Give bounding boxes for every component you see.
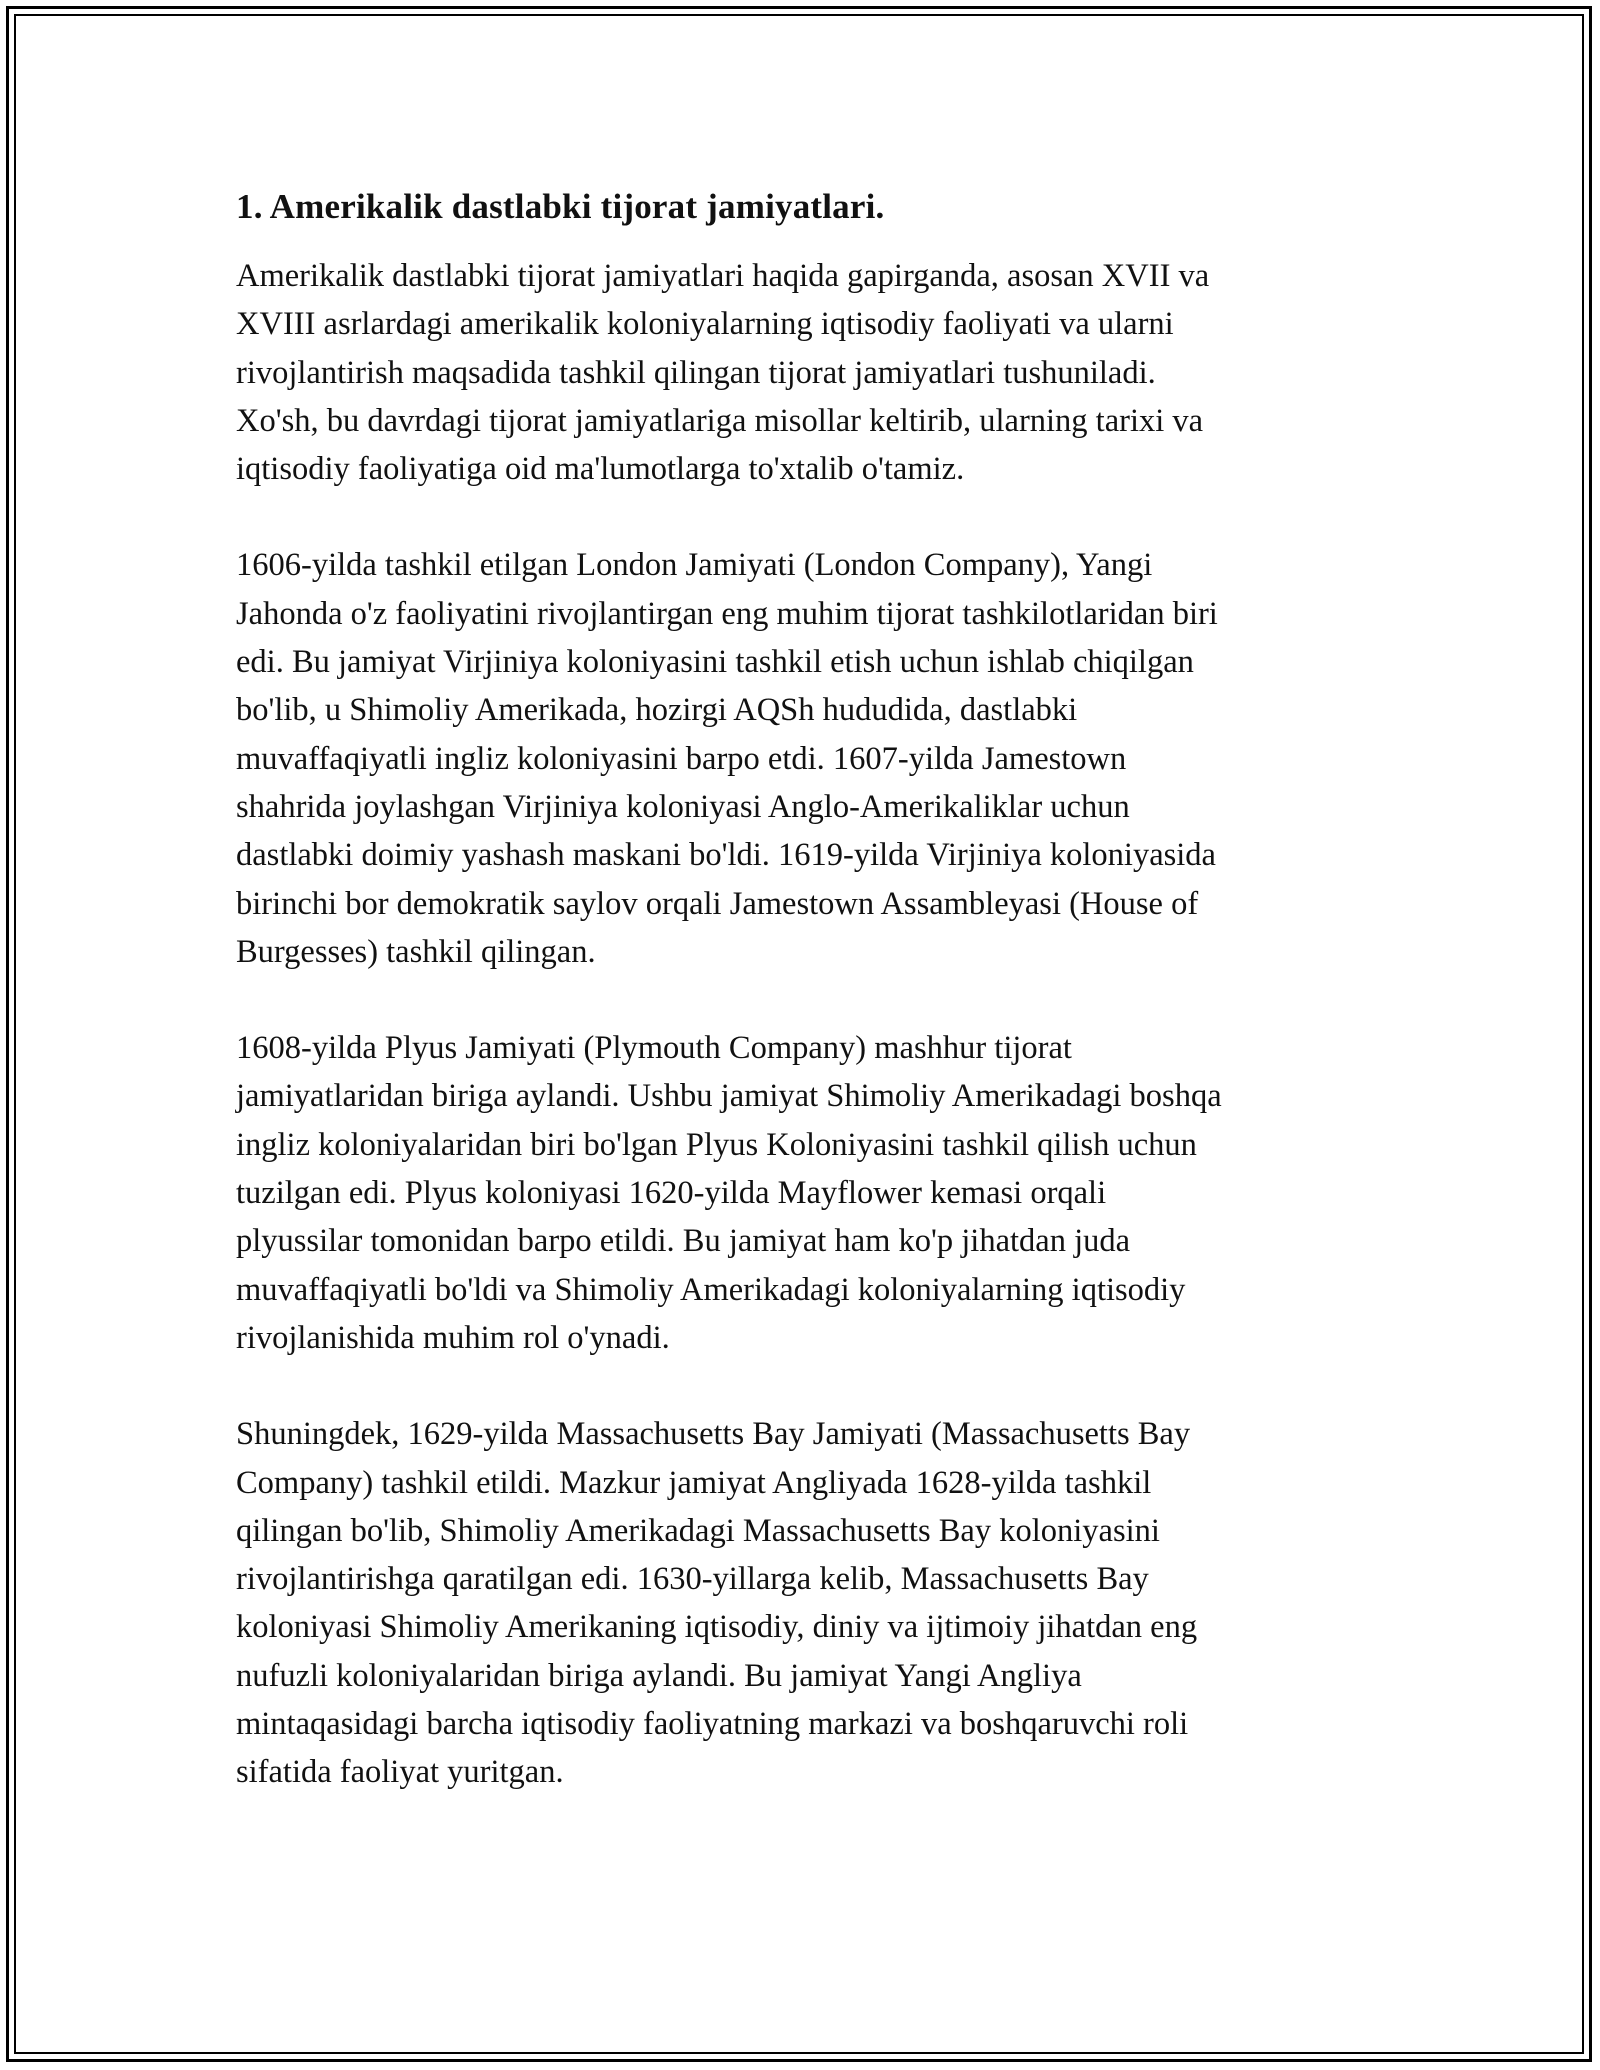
paragraph-1: [236, 252, 1366, 493]
text-line: sifatida faoliyat yuritgan.: [236, 1754, 564, 1791]
text-line: nufuzli koloniyalaridan biriga aylandi. Bu jamiyat Yangi Angliya: [236, 1657, 1082, 1694]
text-line: plyussilar tomonidan barpo etildi. Bu jamiyat ham ko'p jihatdan juda: [236, 1223, 1131, 1260]
text-line: dastlabki doimiy yashash maskani bo'ldi. 1619-yilda Virjiniya koloniyasida: [236, 837, 1216, 874]
section-heading: 1. Amerikalik dastlabki tijorat jamiyatlari.: [236, 187, 885, 226]
text-line: 1606-yilda tashkil etilgan London Jamiyati (London Company), Yangi: [236, 547, 1153, 584]
text-line: edi. Bu jamiyat Virjiniya koloniyasini tashkil etish uchun ishlab chiqilgan: [236, 644, 1194, 681]
text-line: birinchi bor demokratik saylov orqali Jamestown Assambleyasi (House of: [236, 885, 1199, 922]
text-line: muvaffaqiyatli bo'ldi va Shimoliy Amerikadagi koloniyalarning iqtisodiy: [236, 1271, 1186, 1308]
text-line: iqtisodiy faoliyatiga oid ma'lumotlarga to'xtalib o'tamiz.: [236, 451, 965, 488]
text-line: Amerikalik dastlabki tijorat jamiyatlari haqida gapirganda, asosan XVII va: [236, 258, 1210, 294]
paragraph-4: [236, 1410, 1366, 1796]
text-line: Shuningdek, 1629-yilda Massachusetts Bay Jamiyati (Massachusetts Bay: [236, 1416, 1191, 1453]
text-line: jamiyatlaridan biriga aylandi. Ushbu jamiyat Shimoliy Amerikadagi boshqa: [236, 1078, 1222, 1115]
text-line: koloniyasi Shimoliy Amerikaning iqtisodiy, diniy va ijtimoiy jihatdan eng: [236, 1609, 1198, 1646]
text-line: Xo'sh, bu davrdagi tijorat jamiyatlariga misollar keltirib, ularning tarixi va: [236, 402, 1204, 439]
paragraph-3: [236, 1024, 1366, 1362]
document-body: [236, 184, 1366, 1845]
text-line: 1608-yilda Plyus Jamiyati (Plymouth Company) mashhur tijorat: [236, 1030, 1072, 1067]
text-line: shahrida joylashgan Virjiniya koloniyasi Anglo-Amerikaliklar uchun: [236, 788, 1130, 825]
text-line: Jahonda o'z faoliyatini rivojlantirgan eng muhim tijorat tashkilotlaridan biri: [236, 595, 1218, 632]
text-line: rivojlantirish maqsadida tashkil qilingan tijorat jamiyatlari tushuniladi.: [236, 354, 1156, 391]
text-line: Burgesses) tashkil qilingan.: [236, 933, 596, 970]
paragraph-2: [236, 541, 1366, 976]
text-line: ingliz koloniyalaridan biri bo'lgan Plyus Koloniyasini tashkil qilish uchun: [236, 1126, 1197, 1163]
text-line: Company) tashkil etildi. Mazkur jamiyat Angliyada 1628-yilda tashkil: [236, 1464, 1152, 1501]
text-line: rivojlanishida muhim rol o'ynadi.: [236, 1319, 670, 1356]
text-line: tuzilgan edi. Plyus koloniyasi 1620-yilda Mayflower kemasi orqali: [236, 1175, 1107, 1212]
text-line: bo'lib, u Shimoliy Amerikada, hozirgi AQSh hududida, dastlabki: [236, 692, 1078, 729]
text-line: muvaffaqiyatli ingliz koloniyasini barpo etdi. 1607-yilda Jamestown: [236, 740, 1127, 777]
text-line: mintaqasidagi barcha iqtisodiy faoliyatning markazi va boshqaruvchi roli: [236, 1706, 1189, 1743]
text-line: rivojlantirishga qaratilgan edi. 1630-yillarga kelib, Massachusetts Bay: [236, 1561, 1149, 1598]
text-line: XVIII asrlardagi amerikalik koloniyalarning iqtisodiy faoliyati va ularni: [236, 306, 1174, 343]
text-line: qilingan bo'lib, Shimoliy Amerikadagi Massachusetts Bay koloniyasini: [236, 1512, 1160, 1549]
